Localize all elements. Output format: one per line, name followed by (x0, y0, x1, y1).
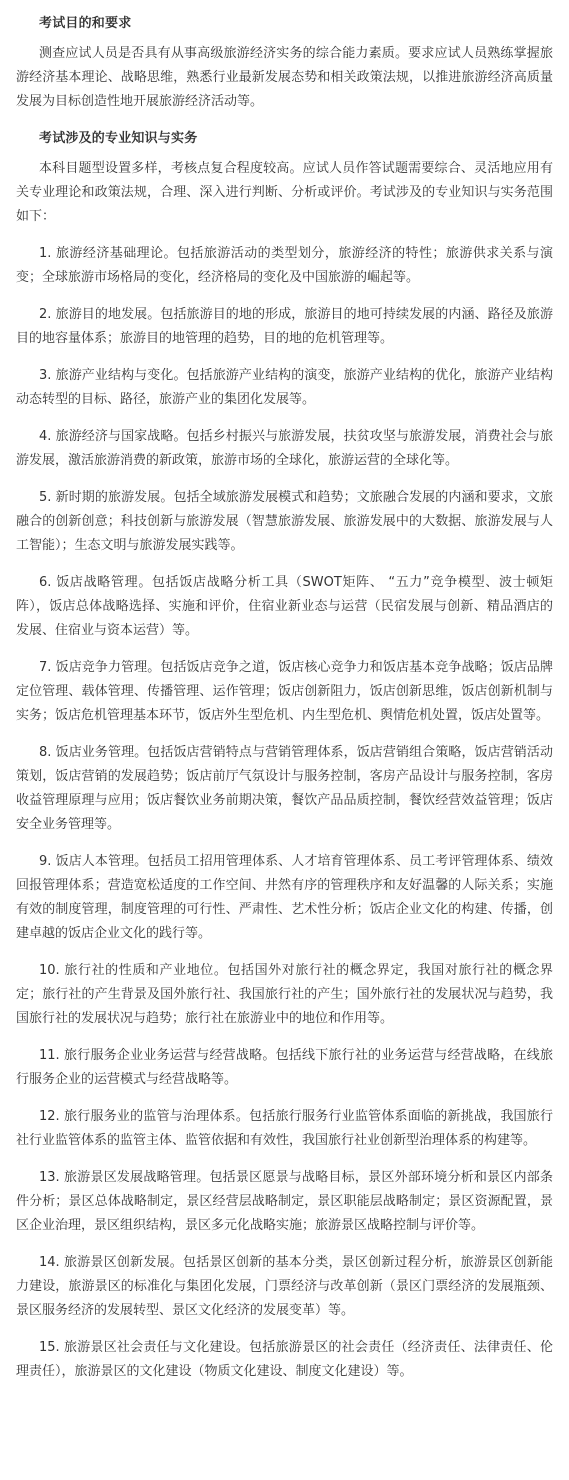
list-item-5: 5. 新时期的旅游发展。包括全域旅游发展模式和趋势；文旅融合发展的内涵和要求，文旅融合的创新创意；科技创新与旅游发展（智慧旅游发展、旅游发展中的大数据、旅游发展与人工智能）；生态文明与旅游发展实践等。 (16, 490, 553, 553)
list-item-15: 15. 旅游景区社会责任与文化建设。包括旅游景区的社会责任（经济责任、法律责任、伦理责任），旅游景区的文化建设（物质文化建设、制度文化建设）等。 (16, 1340, 553, 1379)
list-item-14: 14. 旅游景区创新发展。包括景区创新的基本分类，景区创新过程分析，旅游景区创新能力建设，旅游景区的标准化与集团化发展，门票经济与改革创新（景区门票经济的发展瓶颈、景区服务经济的发展转型、景区文化经济的发展变革）等。 (16, 1255, 553, 1318)
paragraph-intro: 本科目题型设置多样，考核点复合程度较高。应试人员作答试题需要综合、灵活地应用有关专业理论和政策法规，合理、深入进行判断、分析或评价。考试涉及的专业知识与实务范围如下： (16, 161, 553, 224)
list-item-4: 4. 旅游经济与国家战略。包括乡村振兴与旅游发展，扶贫攻坚与旅游发展，消费社会与旅游发展，激活旅游消费的新政策，旅游市场的全球化，旅游运营的全球化等。 (16, 429, 553, 468)
paragraph-exam-purpose: 测查应试人员是否具有从事高级旅游经济实务的综合能力素质。要求应试人员熟练掌握旅游经济基本理论、战略思维，熟悉行业最新发展态势和相关政策法规，以推进旅游经济高质量发展为目标创造性地开展旅游经济活动等。 (16, 46, 553, 109)
section-heading-exam-purpose: 考试目的和要求 (39, 16, 132, 31)
list-item-7: 7. 饭店竞争力管理。包括饭店竞争之道，饭店核心竞争力和饭店基本竞争战略；饭店品牌定位管理、载体管理、传播管理、运作管理；饭店创新阻力，饭店创新思维，饭店创新机制与实务；饭店危机管理基本环节，饭店外生型危机、内生型危机、舆情危机处置，饭店处置等。 (16, 660, 553, 723)
list-item-10: 10. 旅行社的性质和产业地位。包括国外对旅行社的概念界定，我国对旅行社的概念界定；旅行社的产生背景及国外旅行社、我国旅行社的产生；国外旅行社的发展状况与趋势，我国旅行社的发展状况与趋势；旅行社在旅游业中的地位和作用等。 (16, 963, 553, 1026)
list-item-12: 12. 旅行服务业的监管与治理体系。包括旅行服务行业监管体系面临的新挑战，我国旅行社行业监管体系的监管主体、监管依据和有效性，我国旅行社业创新型治理体系的构建等。 (16, 1109, 553, 1148)
section-heading-knowledge-scope: 考试涉及的专业知识与实务 (39, 131, 198, 146)
list-item-2: 2. 旅游目的地发展。包括旅游目的地的形成，旅游目的地可持续发展的内涵、路径及旅游目的地容量体系；旅游目的地管理的趋势，目的地的危机管理等。 (16, 307, 553, 346)
list-item-8: 8. 饭店业务管理。包括饭店营销特点与营销管理体系，饭店营销组合策略，饭店营销活动策划，饭店营销的发展趋势；饭店前厅气氛设计与服务控制，客房产品设计与服务控制，客房收益管理原理与应用；饭店餐饮业务前期决策，餐饮产品品质控制，餐饮经营效益管理；饭店安全业务管理等。 (16, 745, 553, 832)
list-item-6: 6. 饭店战略管理。包括饭店战略分析工具（SWOT矩阵、 “五力”竞争模型、波士顿矩阵），饭店总体战略选择、实施和评价，住宿业新业态与运营（民宿发展与创新、精品酒店的发展、住宿业与资本运营）等。 (16, 575, 553, 638)
list-item-3: 3. 旅游产业结构与变化。包括旅游产业结构的演变，旅游产业结构的优化，旅游产业结构动态转型的目标、路径，旅游产业的集团化发展等。 (16, 368, 553, 407)
list-item-13: 13. 旅游景区发展战略管理。包括景区愿景与战略目标，景区外部环境分析和景区内部条件分析；景区总体战略制定，景区经营层战略制定，景区职能层战略制定；景区资源配置，景区企业治理，景区组织结构，景区多元化战略实施；旅游景区战略控制与评价等。 (16, 1170, 553, 1233)
list-item-1: 1. 旅游经济基础理论。包括旅游活动的类型划分，旅游经济的特性；旅游供求关系与演变；全球旅游市场格局的变化，经济格局的变化及中国旅游的崛起等。 (16, 246, 553, 285)
list-item-9: 9. 饭店人本管理。包括员工招用管理体系、人才培育管理体系、员工考评管理体系、绩效回报管理体系；营造宽松适度的工作空间、井然有序的管理秩序和友好温馨的人际关系；实施有效的制度管理，制度管理的可行性、严肃性、艺术性分析；饭店企业文化的构建、传播，创建卓越的饭店企业文化的践行等。 (16, 854, 553, 941)
list-item-11: 11. 旅行服务企业业务运营与经营战略。包括线下旅行社的业务运营与经营战略，在线旅行服务企业的运营模式与经营战略等。 (16, 1048, 553, 1087)
